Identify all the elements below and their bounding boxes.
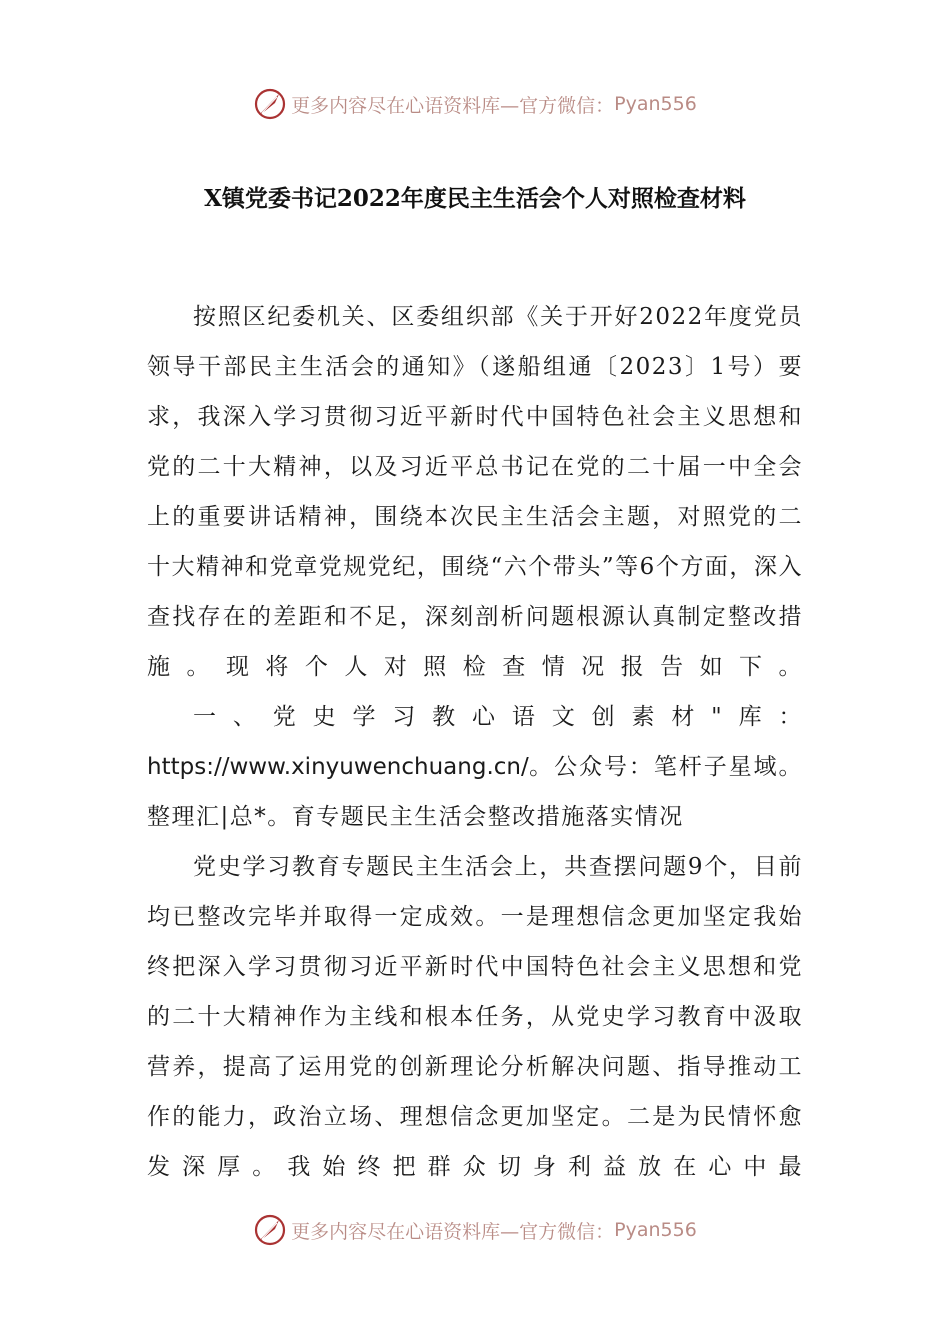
watermark-handle: Pyan556	[614, 1219, 697, 1241]
watermark-handle: Pyan556	[614, 93, 697, 115]
paragraph-intro: 按照区纪委机关、区委组织部《关于开好2022年度党员领导干部民主生活会的通知》（遂船组通〔2023〕1号）要求，我深入学习贯彻习近平新时代中国特色社会主义思想和党的二十大精神，以及习近平总书记在党的二十届一中全会上的重要讲话精神，围绕本次民主生活会主题，对照党的二十大精神和党章党规党纪，围绕“六个带头”等6个方面，深入查找存在的差距和不足，深刻剖析问题根源认真制定整改措施。现将个人对照检查情况报告如下。	[147, 304, 803, 680]
document-body	[147, 292, 803, 1192]
watermark-header	[0, 84, 950, 124]
watermark-footer	[0, 1210, 950, 1250]
quill-logo-icon	[253, 1213, 287, 1247]
heading-suffix: 。公众号：笔杆子星域。整理汇|总*。育专题民主生活会整改措施落实情况	[147, 754, 803, 830]
heading-url: https://www.xinyuwenchuang.cn/	[147, 754, 529, 780]
document-title: X镇党委书记2022年度民主生活会个人对照检查材料	[204, 185, 746, 212]
watermark-text: 更多内容尽在心语资料库—官方微信：	[291, 94, 615, 117]
paragraph-1: 党史学习教育专题民主生活会上，共查摆问题9个，目前均已整改完毕并取得一定成效。一是理想信念更加坚定我始终把深入学习贯彻习近平新时代中国特色社会主义思想和党的二十大精神作为主线和根本任务，从党史学习教育中汲取营养，提高了运用党的创新理论分析解决问题、指导推动工作的能力，政治立场、理想信念更加坚定。二是为民情怀愈发深厚。我始终把群众切身利益放在心中最	[147, 854, 803, 1180]
section-heading-1	[147, 692, 803, 842]
watermark-text: 更多内容尽在心语资料库—官方微信：	[291, 1220, 615, 1243]
heading-prefix: 一、党史学习教心语文创素材"库：	[193, 704, 803, 730]
quill-logo-icon	[253, 87, 287, 121]
